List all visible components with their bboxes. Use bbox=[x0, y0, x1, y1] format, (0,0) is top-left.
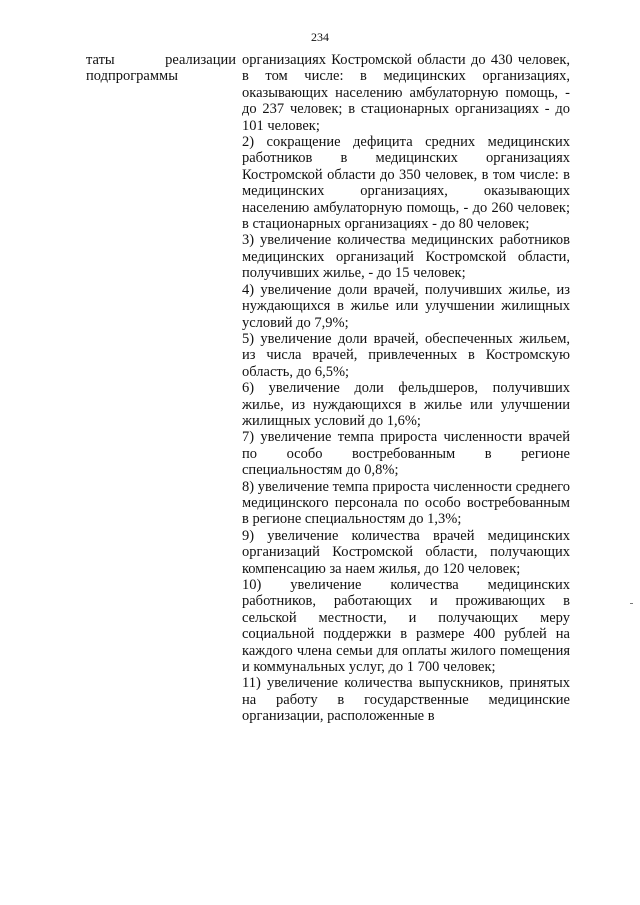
left-column-line-1 bbox=[86, 52, 236, 68]
item-4: 4) увеличение доли врачей, получивших жилье, из нуждающихся в жилье или улучшении жилищных условий до 7,9%; bbox=[242, 281, 570, 331]
item-2: 2) сокращение дефицита средних медицинских работников в медицинских организациях Костромской области до 350 человек, в том числе: в медицинских организациях, оказывающих населению амбулаторную помощь, - до 260 человек; в стационарных организациях - до 80 человек; bbox=[242, 134, 570, 233]
page-number: 234 bbox=[311, 30, 329, 44]
margin-mark bbox=[630, 603, 633, 604]
item-8: 8) увеличение темпа прироста численности среднего медицинского персонала по особо востребованным в регионе специальностям до 1,3%; bbox=[242, 478, 570, 528]
left-column-word-3: подпрограммы bbox=[86, 68, 178, 85]
item-1-continuation: организациях Костромской области до 430 человек, в том числе: в медицинских организациях, оказывающих населению амбулаторную помощь, - до 237 человек; в стационарных организациях - до 101 человек; bbox=[242, 52, 570, 134]
item-11: 11) увеличение количества выпускников, принятых на работу в государственные медицинские организации, расположенные в bbox=[242, 675, 570, 725]
table-left-column bbox=[86, 52, 236, 85]
item-9: 9) увеличение количества врачей медицинских организаций Костромской области, получающих компенсацию за наем жилья, до 120 человек; bbox=[242, 527, 570, 577]
left-column-word-1: таты bbox=[86, 52, 115, 68]
item-3: 3) увеличение количества медицинских работников медицинских организаций Костромской области, получивших жилье, - до 15 человек; bbox=[242, 232, 570, 282]
left-column-word-2: реализации bbox=[165, 52, 236, 68]
table-right-column bbox=[242, 52, 570, 725]
item-6: 6) увеличение доли фельдшеров, получивших жилье, из нуждающихся в жилье или улучшении жилищных условий до 1,6%; bbox=[242, 380, 570, 429]
item-7: 7) увеличение темпа прироста численности врачей по особо востребованным в регионе специальностям до 0,8%; bbox=[242, 429, 570, 479]
item-10: 10) увеличение количества медицинских работников, работающих и проживающих в сельской местности, и получающих меру социальной поддержки в размере 400 рублей на каждого члена семьи для оплаты жилого помещения и коммунальных услуг, до 1 700 человек; bbox=[242, 577, 570, 676]
item-5: 5) увеличение доли врачей, обеспеченных жильем, из числа врачей, привлеченных в Костромскую область, до 6,5%; bbox=[242, 330, 570, 380]
